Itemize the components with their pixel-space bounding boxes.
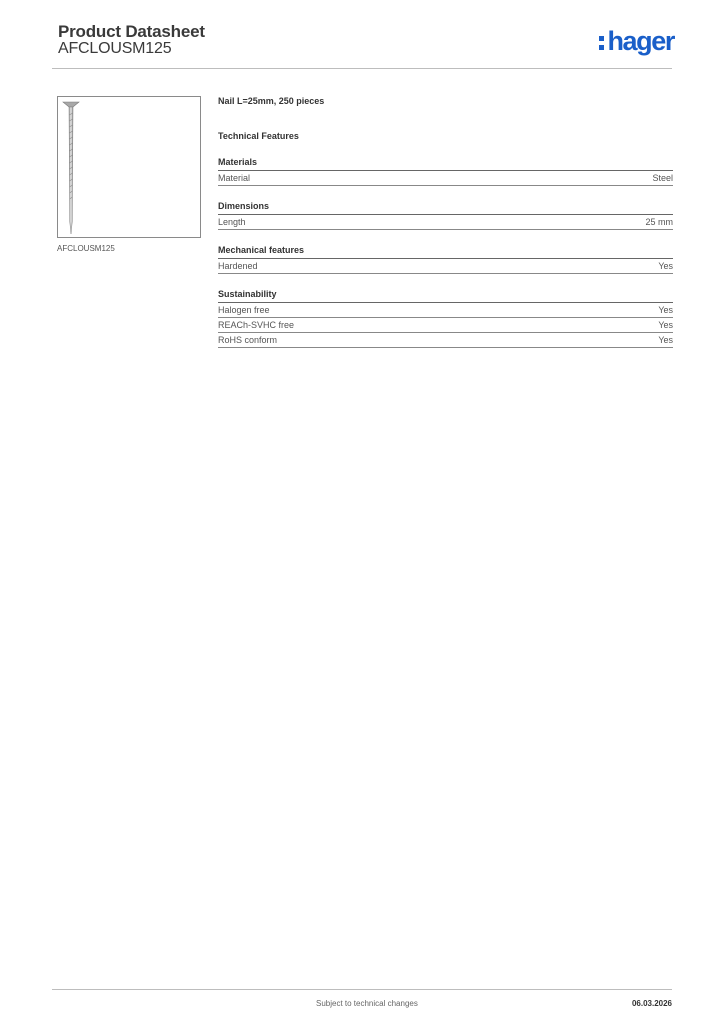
document-title: Product Datasheet xyxy=(58,22,205,41)
row-label: Length xyxy=(218,217,246,227)
row-label: Hardened xyxy=(218,261,258,271)
technical-features-heading: Technical Features xyxy=(218,131,299,141)
table-row xyxy=(218,318,673,333)
image-caption: AFCLOUSM125 xyxy=(57,244,115,253)
product-description: Nail L=25mm, 250 pieces xyxy=(218,96,325,106)
footer-divider xyxy=(52,989,672,990)
row-value: Yes xyxy=(658,335,673,345)
logo-colon-icon xyxy=(599,36,604,50)
page-header xyxy=(58,22,674,68)
datasheet-content xyxy=(218,96,673,348)
row-label: Halogen free xyxy=(218,305,270,315)
row-value: 25 mm xyxy=(645,217,673,227)
row-value: Yes xyxy=(658,261,673,271)
logo-text: hager xyxy=(607,26,674,56)
header-divider xyxy=(52,68,672,69)
row-value: Steel xyxy=(652,173,673,183)
nail-illustration-icon xyxy=(58,97,200,237)
footer-date: 06.03.2026 xyxy=(631,999,672,1008)
product-image xyxy=(57,96,201,238)
row-label: REACh-SVHC free xyxy=(218,320,295,330)
hager-logo xyxy=(599,26,674,56)
table-row xyxy=(218,215,673,230)
product-code: AFCLOUSM125 xyxy=(58,40,172,57)
group-title: Materials xyxy=(218,157,673,171)
group-mechanical-features xyxy=(218,245,673,274)
group-materials xyxy=(218,157,673,186)
group-title: Sustainability xyxy=(218,289,673,303)
table-row xyxy=(218,303,673,318)
group-title: Dimensions xyxy=(218,201,673,215)
table-row xyxy=(218,333,673,348)
group-sustainability xyxy=(218,289,673,348)
row-label: RoHS conform xyxy=(218,335,278,345)
footer-note: Subject to technical changes xyxy=(316,999,418,1008)
row-value: Yes xyxy=(658,305,673,315)
group-title: Mechanical features xyxy=(218,245,673,259)
group-dimensions xyxy=(218,201,673,230)
table-row xyxy=(218,259,673,274)
row-label: Material xyxy=(218,173,251,183)
table-row xyxy=(218,171,673,186)
row-value: Yes xyxy=(658,320,673,330)
